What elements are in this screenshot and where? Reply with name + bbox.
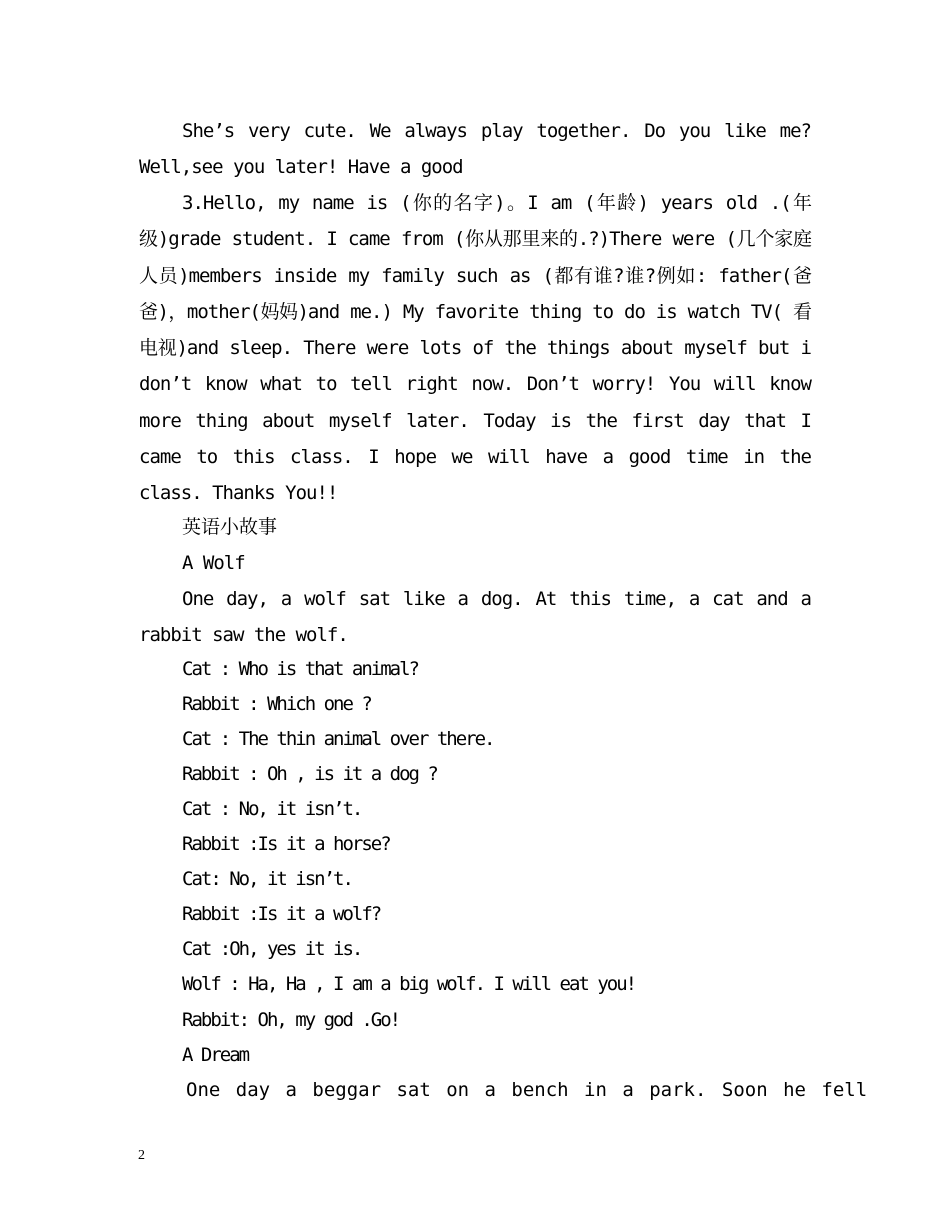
page-number: 2 bbox=[138, 1148, 145, 1163]
story-intro-dream: One day a beggar sat on a bench in a park. Soon he fell bbox=[186, 1079, 868, 1101]
dialogue-line: Cat : No, it isn’t. bbox=[182, 798, 362, 820]
story-title-wolf: A Wolf bbox=[182, 552, 245, 574]
dialogue-line: Cat : Who is that animal? bbox=[182, 658, 418, 680]
dialogue-line: Rabbit : Which one ? bbox=[182, 693, 371, 715]
section-heading: 英语小故事 bbox=[182, 516, 278, 538]
story-intro-wolf: One day, a wolf sat like a dog. At this time, a cat and a rabbit saw the wolf. bbox=[139, 588, 811, 647]
paragraph-closing: She’s very cute. We always play together. Do you like me? Well,see you later! Have a good bbox=[139, 120, 811, 179]
dialogue-line: Rabbit :Is it a wolf? bbox=[182, 903, 381, 925]
dialogue-line: Cat: No, it isn’t. bbox=[182, 868, 352, 890]
paragraph-self-introduction: 3.Hello, my name is (你的名字)。I am (年龄) years old .(年级)grade student. I came from (你从那里来的.?)There were (几个家庭人员)members inside my family such as (都有谁?谁?例如: father(爸爸)，mother(妈妈)and me.) My favorite thing to do is watch TV( 看电视)and sleep. There were lots of the things about myself but i don’t know what to tell right now. Don’t worry! You will know more thing about myself later. Today is the first day that I came to this class. I hope we will have a good time in the class. Thanks You!! bbox=[139, 192, 811, 505]
dialogue-line: Cat : The thin animal over there. bbox=[182, 728, 494, 750]
dialogue-line: Cat :Oh, yes it is. bbox=[182, 938, 362, 960]
dialogue-line: Rabbit : Oh , is it a dog ? bbox=[182, 763, 437, 785]
dialogue-line: Wolf : Ha, Ha , I am a big wolf. I will eat you! bbox=[182, 973, 636, 995]
dialogue-line: Rabbit :Is it a horse? bbox=[182, 833, 390, 855]
dialogue-line: Rabbit: Oh, my god .Go! bbox=[182, 1009, 400, 1031]
story-title-dream: A Dream bbox=[182, 1044, 249, 1066]
